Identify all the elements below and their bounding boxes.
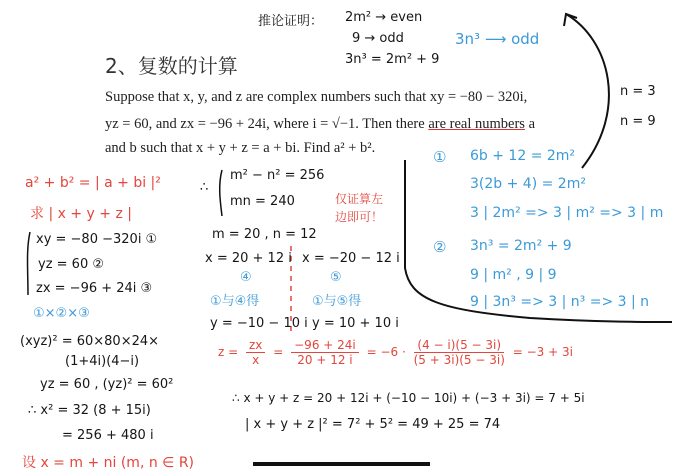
red-note: 边即可！ xyxy=(335,210,384,224)
multiply-note: ①×②×③ xyxy=(33,306,90,321)
proof-line: 9 | 3n³ => 3 | n³ => 3 | n xyxy=(470,294,650,310)
problem-text: yz = 60, and zx = −96 + 24i, where i = √−1. Then there xyxy=(105,116,429,132)
proof-line: 9 | m² , 9 | 9 xyxy=(470,267,557,283)
answer-line: | x + y + z |² = 7² + 5² = 49 + 25 = 74 xyxy=(245,417,501,432)
curve-arrow-stroke xyxy=(566,14,609,168)
fraction xyxy=(291,338,359,367)
work-line: m = 20 , n = 12 xyxy=(212,227,317,242)
result: = −3 + 3i xyxy=(512,345,573,359)
z-label: z = xyxy=(218,345,239,359)
proof-line: 3 | 2m² => 3 | m² => 3 | m xyxy=(470,205,664,221)
case-marker: ② xyxy=(433,238,447,256)
numerator: −96 + 24i xyxy=(291,338,359,353)
problem-line: and b such that x + y + z = a + bi. Find a² + b². xyxy=(105,140,376,156)
proof-line: 3(2b + 4) = 2m² xyxy=(470,176,586,192)
problem-line: Suppose that x, y, and z are complex numbers such that xy = −80 − 320i, xyxy=(105,89,528,105)
case-a-x: x = 20 + 12 i xyxy=(205,251,292,266)
denominator: x xyxy=(252,353,260,367)
n-value: n = 9 xyxy=(620,114,656,129)
equals: = xyxy=(273,345,284,359)
numerator: zx xyxy=(246,338,265,353)
case-marker: ④ xyxy=(240,270,252,285)
odd-note: 3n³ ⟶ odd xyxy=(455,30,540,48)
case-b-y: y = 10 + 10 i xyxy=(312,316,399,331)
denominator: 20 + 12 i xyxy=(297,353,353,367)
brace-left xyxy=(28,232,31,295)
n-value: n = 3 xyxy=(620,84,656,99)
assumption: 设 x = m + ni (m, n ∈ R) xyxy=(22,455,195,471)
fraction xyxy=(246,338,265,367)
proof-line: 6b + 12 = 2m² xyxy=(470,148,576,164)
equation: xy = −80 −320i ① xyxy=(36,232,158,247)
hint-line: 求 | x + y + z | xyxy=(30,206,132,222)
red-note: 仅证算左 xyxy=(335,192,384,206)
brace-middle xyxy=(220,170,222,216)
work-line: = 256 + 480 i xyxy=(62,428,154,443)
case-marker: ① xyxy=(433,148,447,166)
denominator: (5 + 3i)(5 − 3i) xyxy=(413,353,505,367)
work-line: yz = 60 , (yz)² = 60² xyxy=(40,377,174,392)
header-note-line: 9 → odd xyxy=(352,31,404,46)
case-b-label: ①与⑤得 xyxy=(312,294,362,309)
sum-line: ∴ x + y + z = 20 + 12i + (−10 − 10i) + (−3 + 3i) = 7 + 5i xyxy=(232,391,585,405)
factor: = −6 · xyxy=(366,345,406,359)
header-note-label: 推论证明： xyxy=(258,14,324,29)
equation: yz = 60 ② xyxy=(38,257,105,272)
system-line: m² − n² = 256 xyxy=(230,168,325,183)
work-line: (xyz)² = 60×80×24× xyxy=(20,334,160,349)
proof-line: 3n³ = 2m² + 9 xyxy=(470,238,572,254)
fraction xyxy=(414,338,505,367)
section-title: 2、复数的计算 xyxy=(105,54,238,78)
numerator: (4 − i)(5 − 3i) xyxy=(414,338,504,353)
work-line: (1+4i)(4−i) xyxy=(65,354,140,369)
therefore-symbol: ∴ xyxy=(200,180,209,195)
underlined-text: are real numbers xyxy=(428,116,525,132)
case-marker: ⑤ xyxy=(330,270,342,285)
system-line: mn = 240 xyxy=(230,194,295,209)
z-calculation xyxy=(218,338,573,367)
case-a-label: ①与④得 xyxy=(210,294,260,309)
case-a-y: y = −10 − 10 i xyxy=(210,316,308,331)
header-note-line: 3n³ = 2m² + 9 xyxy=(345,52,440,67)
header-note-line: 2m² → even xyxy=(345,10,423,25)
problem-line xyxy=(105,116,535,133)
problem-text: a xyxy=(524,116,536,132)
hint-line: a² + b² = | a + bi |² xyxy=(25,175,161,191)
work-line: ∴ x² = 32 (8 + 15i) xyxy=(28,403,151,418)
case-b-x: x = −20 − 12 i xyxy=(302,251,400,266)
equation: zx = −96 + 24i ③ xyxy=(36,281,153,296)
